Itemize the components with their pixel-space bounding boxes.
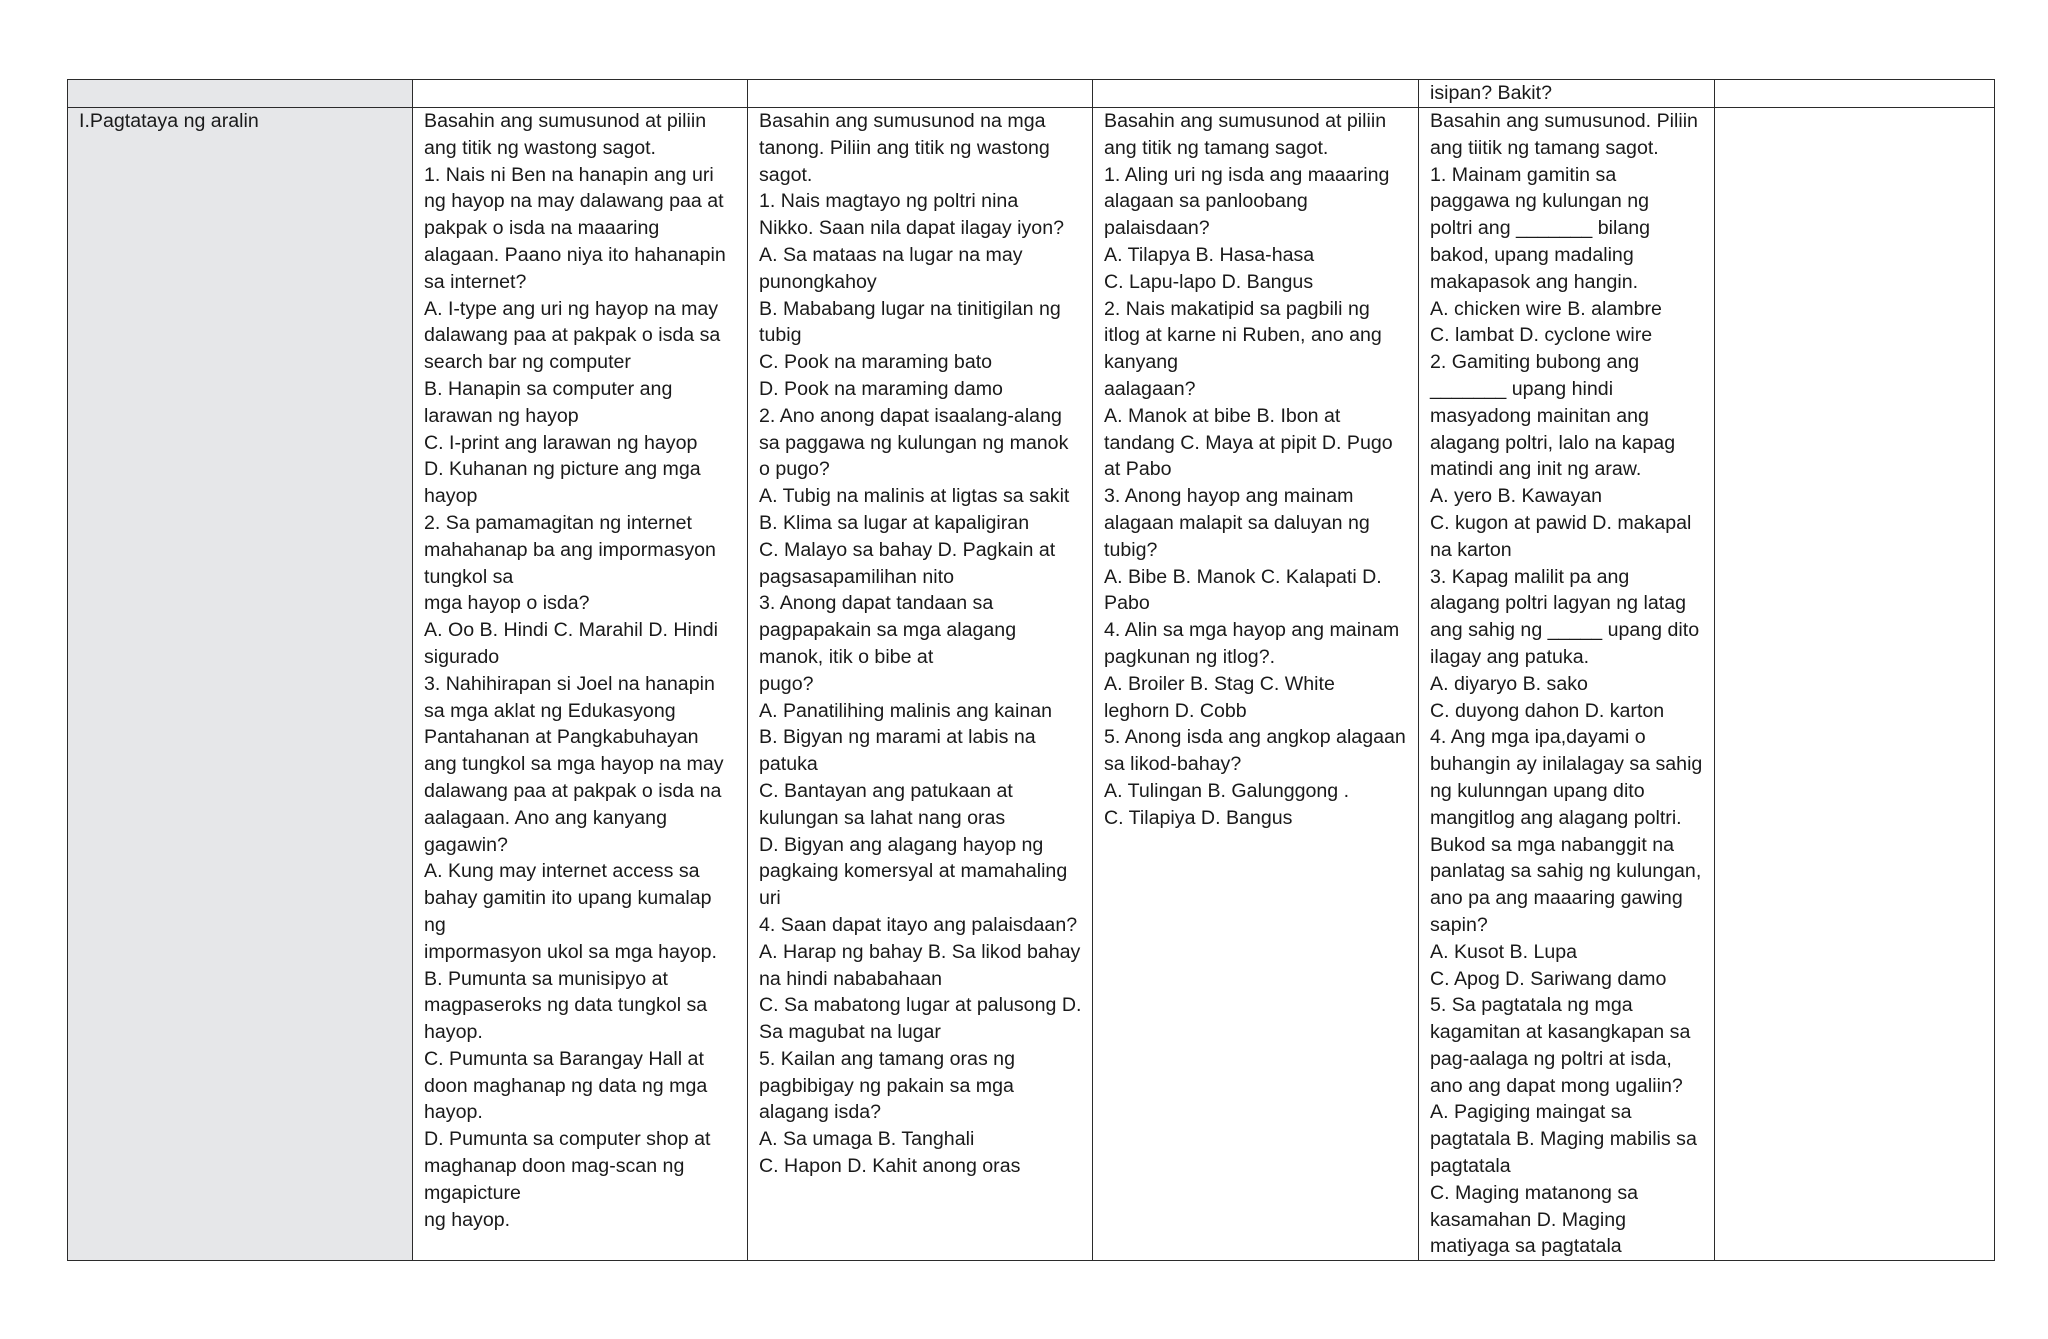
text-line: gagawin?: [424, 833, 508, 856]
text-line: buhangin ay inilalagay sa sahig: [1430, 753, 1703, 776]
table-cell: [68, 80, 413, 108]
text-line: ilagay ang patuka.: [1430, 645, 1590, 668]
assessment-column-1: [413, 108, 748, 1261]
text-line: ang tiitik ng tamang sagot.: [1430, 136, 1659, 159]
text-line: manok, itik o bibe at: [759, 645, 934, 668]
text-line: 4. Saan dapat itayo ang palaisdaan?: [759, 913, 1078, 936]
text-line: 3. Kapag malilit pa ang: [1430, 565, 1630, 588]
text-line: 3. Nahihirapan si Joel na hanapin: [424, 672, 715, 695]
text-line: A. Panatilihing malinis ang kainan: [759, 699, 1052, 722]
text-line: matiyaga sa pagtatala: [1430, 1235, 1622, 1258]
text-line: 3. Anong dapat tandaan sa: [759, 592, 994, 615]
text-line: A. chicken wire B. alambre: [1430, 297, 1662, 320]
text-line: 4. Alin sa mga hayop ang mainam: [1104, 619, 1400, 642]
row-label: I.Pagtataya ng aralin: [68, 108, 413, 1261]
text-line: mahahanap ba ang impormasyon: [424, 538, 716, 561]
text-line: sa internet?: [424, 270, 527, 293]
text-line: impormasyon ukol sa mga hayop.: [424, 940, 717, 963]
text-line: punongkahoy: [759, 270, 877, 293]
text-line: A. Sa mataas na lugar na may: [759, 243, 1023, 266]
text-line: dalawang paa at pakpak o isda na: [424, 779, 722, 802]
text-line: at Pabo: [1104, 458, 1172, 481]
text-line: A. Bibe B. Manok C. Kalapati D.: [1104, 565, 1382, 588]
text-line: alagaan malapit sa daluyan ng: [1104, 511, 1370, 534]
text-line: palaisdaan?: [1104, 217, 1210, 240]
text-line: 5. Anong isda ang angkop alagaan: [1104, 726, 1406, 749]
text-line: ng kulunngan upang dito: [1430, 779, 1645, 802]
text-line: tungkol sa: [424, 565, 514, 588]
text-line: alagang poltri lagyan ng latag: [1430, 592, 1687, 615]
text-line: A. Tilapya B. Hasa-hasa: [1104, 243, 1315, 266]
text-line: A. Oo B. Hindi C. Marahil D. Hindi: [424, 619, 719, 642]
text-line: C. I-print ang larawan ng hayop: [424, 431, 698, 454]
text-line: bakod, upang madaling: [1430, 243, 1634, 266]
text-line: D. Pook na maraming damo: [759, 377, 1003, 400]
text-line: ano pa ang maaaring gawing: [1430, 887, 1683, 910]
table-row: [68, 80, 1995, 108]
text-line: B. Pumunta sa munisipyo at: [424, 967, 668, 990]
text-line: kasamahan D. Maging: [1430, 1208, 1627, 1231]
text-line: Basahin ang sumusunod at piliin: [424, 110, 707, 132]
text-line: C. Hapon D. Kahit anong oras: [759, 1155, 1021, 1178]
text-line: na hindi nababahaan: [759, 967, 943, 990]
text-line: alagaan sa panloobang: [1104, 190, 1308, 213]
text-line: alagang poltri, lalo na kapag: [1430, 431, 1676, 454]
lesson-plan-table: [67, 79, 1995, 1261]
table-cell: isipan? Bakit?: [1419, 80, 1715, 108]
text-line: panlatag sa sahig ng kulungan,: [1430, 860, 1702, 883]
text-line: D. Pumunta sa computer shop at: [424, 1128, 711, 1151]
text-line: paggawa ng kulungan ng: [1430, 190, 1649, 213]
table-cell: [1093, 80, 1419, 108]
text-line: 5. Sa pagtatala ng mga: [1430, 994, 1633, 1017]
table-row: [68, 108, 1995, 1261]
text-line: leghorn D. Cobb: [1104, 699, 1247, 722]
text-line: poltri ang _______ bilang: [1430, 217, 1651, 240]
text-line: C. Tilapiya D. Bangus: [1104, 806, 1293, 829]
text-line: sapin?: [1430, 913, 1488, 936]
text-line: 4. Ang mga ipa,dayami o: [1430, 726, 1646, 749]
text-line: kanyang: [1104, 351, 1179, 374]
text-line: C. Bantayan ang patukaan at: [759, 779, 1013, 802]
text-line: hayop.: [424, 1021, 483, 1044]
text-line: o pugo?: [759, 458, 830, 481]
text-line: pagkunan ng itlog?.: [1104, 645, 1276, 668]
text-line: sigurado: [424, 645, 500, 668]
text-line: D. Bigyan ang alagang hayop ng: [759, 833, 1044, 856]
text-line: kulungan sa lahat nang oras: [759, 806, 1006, 829]
assessment-column-2: [748, 108, 1093, 1261]
text-line: ang titik ng wastong sagot.: [424, 136, 657, 159]
text-line: D. Kuhanan ng picture ang mga: [424, 458, 701, 481]
text-line: B. Hanapin sa computer ang: [424, 377, 673, 400]
text-line: C. Malayo sa bahay D. Pagkain at: [759, 538, 1056, 561]
text-line: A. Tulingan B. Galunggong .: [1104, 779, 1350, 802]
text-line: pagtatala B. Maging mabilis sa: [1430, 1128, 1697, 1151]
text-line: matindi ang init ng araw.: [1430, 458, 1642, 481]
text-line: tanong. Piliin ang titik ng wastong: [759, 136, 1050, 159]
text-line: pagsasapamilihan nito: [759, 565, 954, 588]
text-line: A. Pagiging maingat sa: [1430, 1101, 1632, 1124]
table-cell: [413, 80, 748, 108]
text-line: kagamitan at kasangkapan sa: [1430, 1021, 1691, 1044]
text-line: aalagaan?: [1104, 377, 1196, 400]
text-line: Nikko. Saan nila dapat ilagay iyon?: [759, 217, 1064, 240]
text-line: search bar ng computer: [424, 351, 631, 374]
text-line: C. Sa mabatong lugar at palusong D.: [759, 994, 1082, 1017]
text-line: C. Pook na maraming bato: [759, 351, 993, 374]
text-line: maghanap doon mag-scan ng: [424, 1155, 685, 1178]
text-line: sagot.: [759, 163, 813, 186]
text-line: C. duyong dahon D. karton: [1430, 699, 1665, 722]
text-line: 1. Mainam gamitin sa: [1430, 163, 1617, 186]
text-line: A. Harap ng bahay B. Sa likod bahay: [759, 940, 1081, 963]
text-line: 2. Sa pamamagitan ng internet: [424, 511, 692, 534]
text-line: ang sahig ng _____ upang dito: [1430, 619, 1700, 642]
text-line: hayop.: [424, 1101, 483, 1124]
text-line: ng: [424, 913, 446, 936]
text-line: ang tungkol sa mga hayop na may: [424, 753, 724, 776]
text-line: A. I-type ang uri ng hayop na may: [424, 297, 719, 320]
text-line: pagtatala: [1430, 1155, 1511, 1178]
text-line: makapasok ang hangin.: [1430, 270, 1639, 293]
text-line: pakpak o isda na maaaring: [424, 217, 660, 240]
text-line: tubig?: [1104, 538, 1158, 561]
text-line: pag-aalaga ng poltri at isda,: [1430, 1047, 1672, 1070]
text-line: mga hayop o isda?: [424, 592, 590, 615]
text-line: pagpapakain sa mga alagang: [759, 619, 1017, 642]
text-line: 3. Anong hayop ang mainam: [1104, 485, 1354, 508]
text-line: C. lambat D. cyclone wire: [1430, 324, 1653, 347]
text-line: _______ upang hindi: [1430, 377, 1614, 400]
text-line: A. yero B. Kawayan: [1430, 485, 1603, 508]
text-line: alagaan. Paano niya ito hahanapin: [424, 243, 726, 266]
assessment-column-3: [1093, 108, 1419, 1261]
text-line: A. diyaryo B. sako: [1430, 672, 1588, 695]
text-line: C. Lapu-lapo D. Bangus: [1104, 270, 1314, 293]
text-line: 2. Nais makatipid sa pagbili ng: [1104, 297, 1370, 320]
text-line: na karton: [1430, 538, 1512, 561]
text-line: mgapicture: [424, 1181, 521, 1204]
text-line: aalagaan. Ano ang kanyang: [424, 806, 667, 829]
assessment-column-4: [1419, 108, 1715, 1261]
text-line: magpaseroks ng data tungkol sa: [424, 994, 708, 1017]
text-line: C. Maging matanong sa: [1430, 1181, 1639, 1204]
text-line: hayop: [424, 485, 478, 508]
text-line: pagkaing komersyal at mamahaling: [759, 860, 1068, 883]
text-line: alagang isda?: [759, 1101, 882, 1124]
text-line: B. Mababang lugar na tinitigilan ng: [759, 297, 1061, 320]
text-line: ng hayop na may dalawang paa at: [424, 190, 724, 213]
text-line: A. Sa umaga B. Tanghali: [759, 1128, 975, 1151]
text-line: pagbibigay ng pakain sa mga: [759, 1074, 1014, 1097]
text-line: dalawang paa at pakpak o isda sa: [424, 324, 721, 347]
text-line: mangitlog ang alagang poltri.: [1430, 806, 1682, 829]
text-line: Bukod sa mga nabanggit na: [1430, 833, 1675, 856]
text-line: Basahin ang sumusunod at piliin: [1104, 110, 1387, 132]
table-cell: [748, 80, 1093, 108]
text-line: tandang C. Maya at pipit D. Pugo: [1104, 431, 1393, 454]
text-line: B. Bigyan ng marami at labis na: [759, 726, 1036, 749]
text-line: bahay gamitin ito upang kumalap: [424, 887, 712, 910]
text-line: A. Manok at bibe B. Ibon at: [1104, 404, 1341, 427]
text-line: ano ang dapat mong ugaliin?: [1430, 1074, 1683, 1097]
text-line: itlog at karne ni Ruben, ano ang: [1104, 324, 1382, 347]
text-line: Basahin ang sumusunod na mga: [759, 110, 1046, 132]
text-line: sa mga aklat ng Edukasyong: [424, 699, 676, 722]
text-line: C. Pumunta sa Barangay Hall at: [424, 1047, 704, 1070]
text-line: 1. Nais ni Ben na hanapin ang uri: [424, 163, 714, 186]
text-line: tubig: [759, 324, 802, 347]
text-line: A. Kusot B. Lupa: [1430, 940, 1578, 963]
text-line: sa likod-bahay?: [1104, 753, 1242, 776]
text-line: C. Apog D. Sariwang damo: [1430, 967, 1667, 990]
text-line: ng hayop.: [424, 1208, 511, 1231]
assessment-column-5: [1715, 108, 1995, 1261]
text-line: Sa magubat na lugar: [759, 1021, 941, 1044]
text-line: Pantahanan at Pangkabuhayan: [424, 726, 699, 749]
text-line: 2. Gamiting bubong ang: [1430, 351, 1640, 374]
text-line: Basahin ang sumusunod. Piliin: [1430, 110, 1698, 132]
text-line: ang titik ng tamang sagot.: [1104, 136, 1329, 159]
text-line: patuka: [759, 753, 818, 776]
text-line: 1. Aling uri ng isda ang maaaring: [1104, 163, 1390, 186]
text-line: sa paggawa ng kulungan ng manok: [759, 431, 1069, 454]
text-line: A. Broiler B. Stag C. White: [1104, 672, 1335, 695]
text-line: 2. Ano anong dapat isaalang-alang: [759, 404, 1062, 427]
table-cell: [1715, 80, 1995, 108]
text-line: doon maghanap ng data ng mga: [424, 1074, 708, 1097]
text-line: masyadong mainitan ang: [1430, 404, 1649, 427]
text-line: B. Klima sa lugar at kapaligiran: [759, 511, 1030, 534]
text-line: larawan ng hayop: [424, 404, 579, 427]
text-line: C. kugon at pawid D. makapal: [1430, 511, 1692, 534]
text-line: uri: [759, 887, 781, 910]
text-line: A. Tubig na malinis at ligtas sa sakit: [759, 485, 1070, 508]
text-line: A. Kung may internet access sa: [424, 860, 700, 883]
text-line: 1. Nais magtayo ng poltri nina: [759, 190, 1019, 213]
text-line: 5. Kailan ang tamang oras ng: [759, 1047, 1015, 1070]
text-line: pugo?: [759, 672, 814, 695]
text-line: Pabo: [1104, 592, 1150, 615]
